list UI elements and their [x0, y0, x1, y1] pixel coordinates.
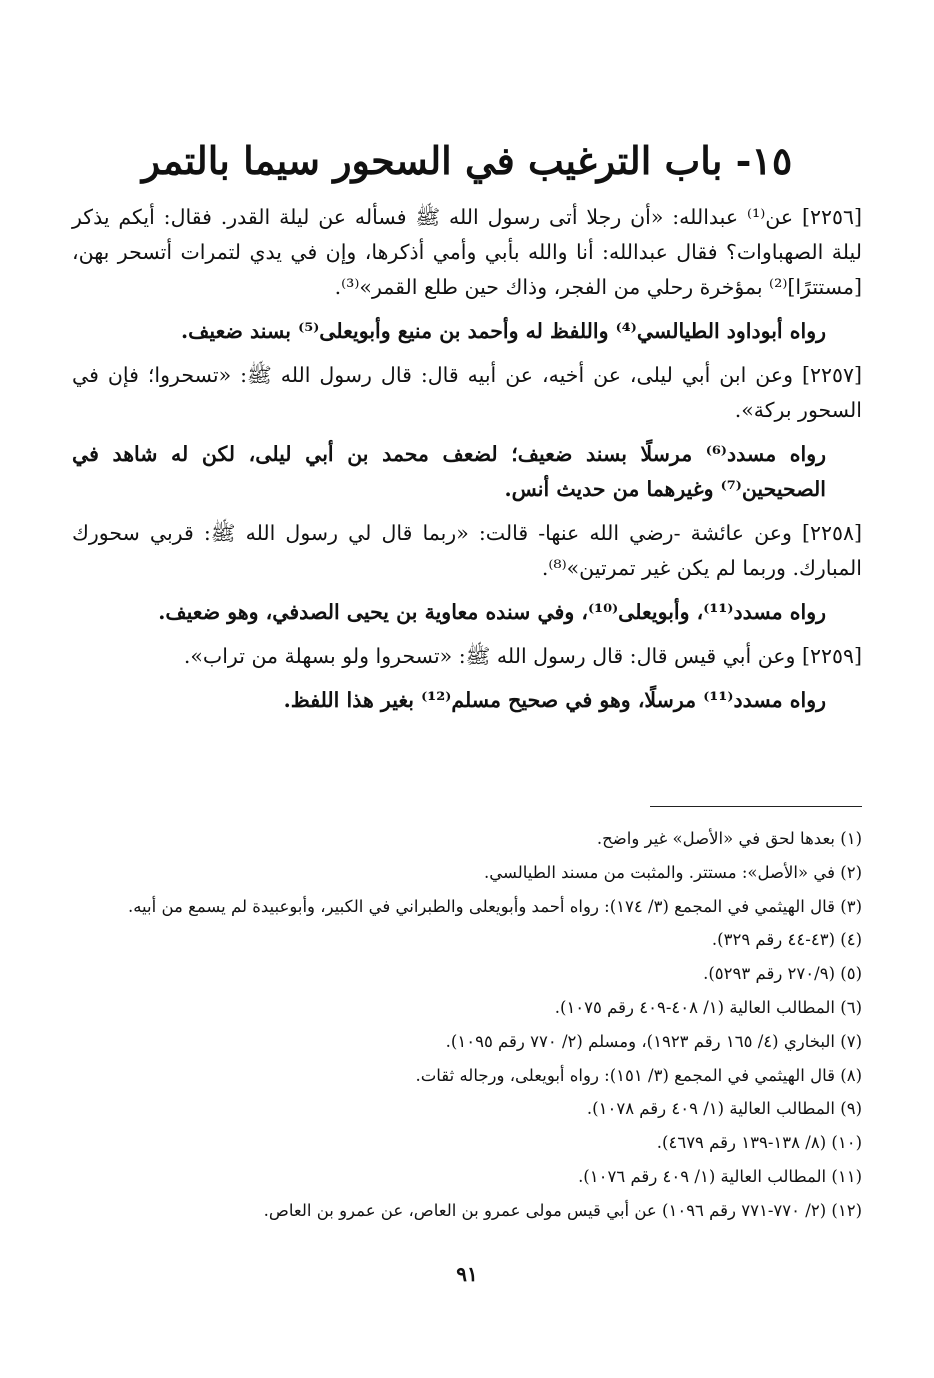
hadith-2259: [٢٢٥٩] وعن أبي قيس قال: قال رسول الله ﷺ: «تسحروا ولو بسهلة من تراب». [183, 644, 862, 668]
footnote-3: (٣) قال الهيثمي في المجمع (٣/ ١٧٤): رواه أحمد وأبويعلى والطبراني في الكبير، وأبوعبيدة لم يسمع من أبيه. [127, 896, 862, 916]
main-text [72, 200, 862, 718]
footnotes-list [66, 822, 862, 1228]
hadith-2256: [٢٢٥٦] عن⁽¹⁾ عبدالله: «أن رجلا أتى رسول الله ﷺ فسأله عن ليلة القدر. فقال: أيكم يذكر ليلة الصهباوات؟ فقال عبدالله: أنا والله بأبي وأمي أذكرها، وإن في يدي لتمرات أتسحر بهن، [مستترًا]⁽²⁾ بمؤخرة رحلي من الفجر، وذاك حين طلع القمر»⁽³⁾. [72, 205, 862, 299]
takhrij-2256: رواه أبوداود الطيالسي⁽⁴⁾ واللفظ له وأحمد بن منيع وأبويعلى⁽⁵⁾ بسند ضعيف. [181, 319, 826, 343]
takhrij-2259: رواه مسدد⁽¹¹⁾ مرسلًا، وهو في صحيح مسلم⁽¹²⁾ بغير هذا اللفظ. [283, 688, 826, 712]
hadith-2258: [٢٢٥٨] وعن عائشة -رضي الله عنها- قالت: «ربما قال لي رسول الله ﷺ: قربي سحورك المبارك. وربما لم يكن غير تمرتين»⁽⁸⁾. [72, 521, 862, 580]
footnote-5: (٥) (٢٧٠/٩ رقم ٥٢٩٣). [703, 964, 862, 984]
footnote-4: (٤) (٤٣-٤٤ رقم ٣٢٩). [711, 930, 862, 950]
footnote-1: (١) بعدها لحق في «الأصل» غير واضح. [596, 829, 862, 848]
footnote-8: (٨) قال الهيثمي في المجمع (٣/ ١٥١): رواه أبويعلى، ورجاله ثقات. [415, 1065, 862, 1085]
footnote-9: (٩) المطالب العالية (١/ ٤٠٩ رقم ١٠٧٨). [586, 1099, 862, 1119]
footnote-divider [650, 806, 862, 807]
hadith-2257: [٢٢٥٧] وعن ابن أبي ليلى، عن أخيه، عن أبيه قال: قال رسول الله ﷺ: «تسحروا؛ فإن في السحور بركة». [72, 363, 862, 422]
page-number: ٩١ [456, 1262, 478, 1286]
takhrij-2257: رواه مسدد⁽⁶⁾ مرسلًا بسند ضعيف؛ لضعف محمد بن أبي ليلى، لكن له شاهد في الصحيحين⁽⁷⁾ وغيرهما من حديث أنس. [72, 442, 826, 501]
footnote-6: (٦) المطالب العالية (١/ ٤٠٨-٤٠٩ رقم ١٠٧٥). [554, 997, 862, 1017]
footnote-2: (٢) في «الأصل»: مستتر. والمثبت من مسند الطيالسي. [484, 862, 862, 882]
footnote-10: (١٠) (٨/ ١٣٨-١٣٩ رقم ٤٦٧٩). [656, 1133, 862, 1153]
footnote-11: (١١) المطالب العالية (١/ ٤٠٩ رقم ١٠٧٦). [578, 1166, 862, 1186]
takhrij-2258: رواه مسدد⁽¹¹⁾، وأبويعلى⁽¹⁰⁾، وفي سنده معاوية بن يحيى الصدفي، وهو ضعيف. [158, 600, 826, 624]
chapter-title: ١٥- باب الترغيب في السحور سيما بالتمر [141, 138, 793, 184]
footnote-7: (٧) البخاري (٤/ ١٦٥ رقم ١٩٢٣)، ومسلم (٢/ ٧٧٠ رقم ١٠٩٥). [445, 1031, 862, 1051]
footnote-12: (١٢) (٢/ ٧٧٠-٧٧١ رقم ١٠٩٦) عن أبي قيس مولى عمرو بن العاص، عن عمرو بن العاص. [263, 1200, 862, 1220]
